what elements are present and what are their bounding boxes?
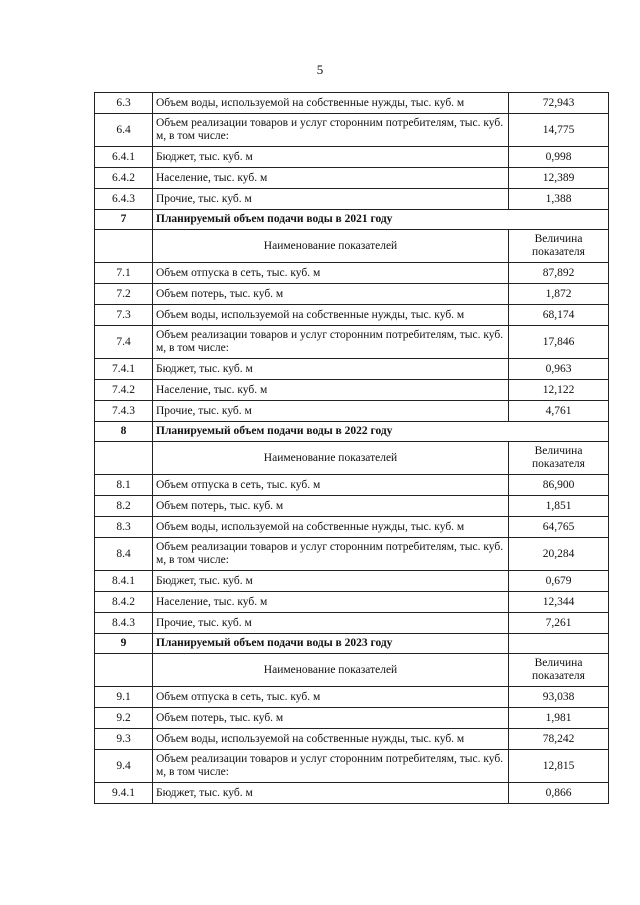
row-value: 12,122 xyxy=(509,380,609,401)
row-number: 8.1 xyxy=(95,475,153,496)
row-value: 78,242 xyxy=(509,729,609,750)
row-number: 6.4.3 xyxy=(95,189,153,210)
row-name: Прочие, тыс. куб. м xyxy=(153,401,509,422)
table-row xyxy=(95,189,609,210)
header-blank xyxy=(95,230,153,263)
table-row xyxy=(95,380,609,401)
row-number: 8.3 xyxy=(95,517,153,538)
row-number: 9.4 xyxy=(95,750,153,783)
header-blank xyxy=(95,654,153,687)
row-number: 7.1 xyxy=(95,263,153,284)
row-name: Бюджет, тыс. куб. м xyxy=(153,571,509,592)
page-number: 5 xyxy=(316,62,324,77)
table-row xyxy=(95,305,609,326)
row-name: Прочие, тыс. куб. м xyxy=(153,613,509,634)
table-row xyxy=(95,571,609,592)
header-name: Наименование показателей xyxy=(153,230,509,263)
row-number: 8.2 xyxy=(95,496,153,517)
header-value: Величина показателя xyxy=(509,654,609,687)
table-row xyxy=(95,168,609,189)
row-number: 6.4.1 xyxy=(95,147,153,168)
row-value: 1,872 xyxy=(509,284,609,305)
table-row xyxy=(95,687,609,708)
row-name: Бюджет, тыс. куб. м xyxy=(153,783,509,804)
table-row xyxy=(95,517,609,538)
row-name: Объем отпуска в сеть, тыс. куб. м xyxy=(153,687,509,708)
row-number: 6.4 xyxy=(95,114,153,147)
row-name: Объем отпуска в сеть, тыс. куб. м xyxy=(153,263,509,284)
row-name: Объем воды, используемой на собственные нужды, тыс. куб. м xyxy=(153,93,509,114)
row-name: Объем реализации товаров и услуг сторонним потребителям, тыс. куб. м, в том числе: xyxy=(153,750,509,783)
row-value: 12,815 xyxy=(509,750,609,783)
row-value: 12,389 xyxy=(509,168,609,189)
table-row xyxy=(95,263,609,284)
header-value: Величина показателя xyxy=(509,442,609,475)
table-row xyxy=(95,475,609,496)
row-number: 8.4.3 xyxy=(95,613,153,634)
row-value: 1,388 xyxy=(509,189,609,210)
row-name: Население, тыс. куб. м xyxy=(153,592,509,613)
row-name: Объем потерь, тыс. куб. м xyxy=(153,496,509,517)
section-row xyxy=(95,210,609,230)
section-number: 8 xyxy=(95,422,153,442)
section-title: Планируемый объем подачи воды в 2023 году xyxy=(153,634,509,654)
header-name: Наименование показателей xyxy=(153,654,509,687)
row-number: 8.4 xyxy=(95,538,153,571)
row-value: 7,261 xyxy=(509,613,609,634)
row-value: 0,998 xyxy=(509,147,609,168)
row-name: Население, тыс. куб. м xyxy=(153,168,509,189)
table-row xyxy=(95,401,609,422)
row-name: Объем потерь, тыс. куб. м xyxy=(153,708,509,729)
row-value: 87,892 xyxy=(509,263,609,284)
row-number: 7.4.3 xyxy=(95,401,153,422)
row-number: 7.2 xyxy=(95,284,153,305)
table-row xyxy=(95,783,609,804)
row-value: 20,284 xyxy=(509,538,609,571)
row-name: Бюджет, тыс. куб. м xyxy=(153,147,509,168)
table-row xyxy=(95,284,609,305)
header-name: Наименование показателей xyxy=(153,442,509,475)
header-row xyxy=(95,442,609,475)
row-number: 9.3 xyxy=(95,729,153,750)
row-name: Бюджет, тыс. куб. м xyxy=(153,359,509,380)
table-row xyxy=(95,750,609,783)
row-number: 8.4.1 xyxy=(95,571,153,592)
row-value: 68,174 xyxy=(509,305,609,326)
row-number: 7.3 xyxy=(95,305,153,326)
row-number: 6.4.2 xyxy=(95,168,153,189)
row-value: 93,038 xyxy=(509,687,609,708)
table-row xyxy=(95,326,609,359)
row-number: 7.4.2 xyxy=(95,380,153,401)
table-row xyxy=(95,729,609,750)
water-supply-table xyxy=(94,92,609,804)
row-value: 1,851 xyxy=(509,496,609,517)
table-row xyxy=(95,147,609,168)
row-value: 14,775 xyxy=(509,114,609,147)
table-row xyxy=(95,359,609,380)
row-number: 9.4.1 xyxy=(95,783,153,804)
row-name: Объем воды, используемой на собственные нужды, тыс. куб. м xyxy=(153,729,509,750)
table-row xyxy=(95,114,609,147)
header-blank xyxy=(95,442,153,475)
section-title: Планируемый объем подачи воды в 2022 году xyxy=(153,422,609,442)
section-number: 7 xyxy=(95,210,153,230)
row-value: 17,846 xyxy=(509,326,609,359)
section-title: Планируемый объем подачи воды в 2021 году xyxy=(153,210,609,230)
row-number: 7.4.1 xyxy=(95,359,153,380)
header-value: Величина показателя xyxy=(509,230,609,263)
table-row xyxy=(95,592,609,613)
row-number: 8.4.2 xyxy=(95,592,153,613)
row-value: 1,981 xyxy=(509,708,609,729)
row-name: Объем потерь, тыс. куб. м xyxy=(153,284,509,305)
row-name: Объем воды, используемой на собственные нужды, тыс. куб. м xyxy=(153,517,509,538)
row-number: 6.3 xyxy=(95,93,153,114)
row-number: 9.1 xyxy=(95,687,153,708)
row-value: 4,761 xyxy=(509,401,609,422)
section-blank xyxy=(509,634,609,654)
table-row xyxy=(95,538,609,571)
row-name: Объем воды, используемой на собственные нужды, тыс. куб. м xyxy=(153,305,509,326)
row-number: 7.4 xyxy=(95,326,153,359)
table-row xyxy=(95,93,609,114)
row-value: 0,679 xyxy=(509,571,609,592)
row-value: 12,344 xyxy=(509,592,609,613)
row-name: Объем отпуска в сеть, тыс. куб. м xyxy=(153,475,509,496)
row-number: 9.2 xyxy=(95,708,153,729)
row-value: 72,943 xyxy=(509,93,609,114)
section-row xyxy=(95,634,609,654)
row-value: 86,900 xyxy=(509,475,609,496)
section-number: 9 xyxy=(95,634,153,654)
row-name: Прочие, тыс. куб. м xyxy=(153,189,509,210)
row-name: Объем реализации товаров и услуг сторонним потребителям, тыс. куб. м, в том числе: xyxy=(153,326,509,359)
section-row xyxy=(95,422,609,442)
table-row xyxy=(95,613,609,634)
table-row xyxy=(95,708,609,729)
row-name: Объем реализации товаров и услуг сторонним потребителям, тыс. куб. м, в том числе: xyxy=(153,538,509,571)
row-value: 0,963 xyxy=(509,359,609,380)
row-name: Население, тыс. куб. м xyxy=(153,380,509,401)
row-value: 64,765 xyxy=(509,517,609,538)
header-row xyxy=(95,654,609,687)
row-value: 0,866 xyxy=(509,783,609,804)
table-row xyxy=(95,496,609,517)
header-row xyxy=(95,230,609,263)
row-name: Объем реализации товаров и услуг сторонним потребителям, тыс. куб. м, в том числе: xyxy=(153,114,509,147)
